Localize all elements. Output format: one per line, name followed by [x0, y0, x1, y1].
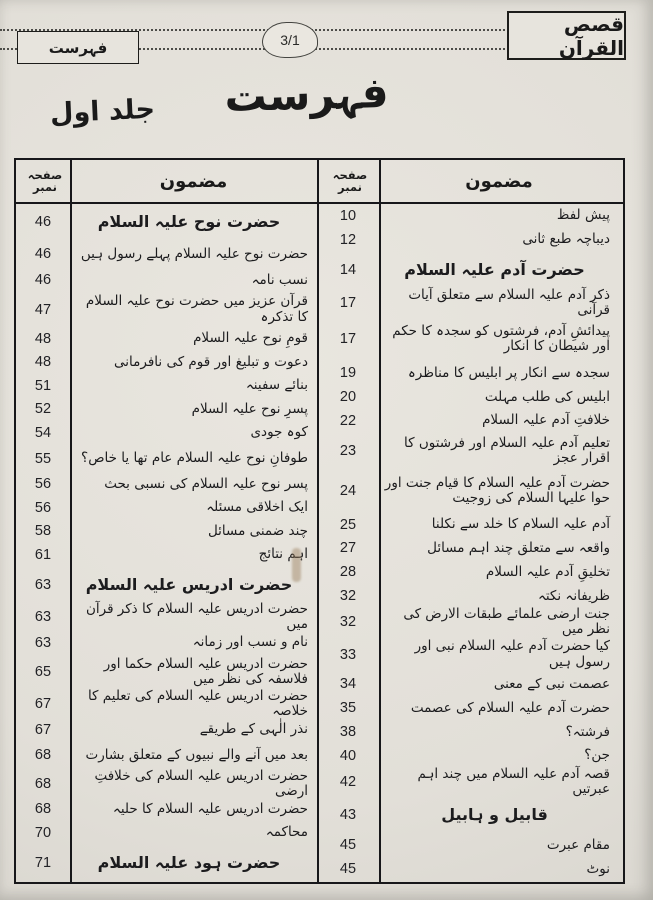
toc-page-number: 70 [34, 824, 52, 841]
toc-topic: دعوت و تبلیغ اور قوم کی نافرمانی [114, 353, 308, 370]
toc-page-number: 17 [339, 294, 357, 311]
toc-page-number: 28 [339, 564, 357, 581]
toc-topic: نسب نامہ [251, 271, 308, 288]
book-title: قصص القرآن [558, 11, 624, 60]
toc-page-number: 61 [34, 546, 52, 563]
toc-topic: خلافتِ آدم علیہ السلام [482, 412, 610, 429]
toc-page-number: 12 [339, 231, 357, 248]
toc-row [317, 672, 619, 696]
toc-topic: واقعہ سے متعلق چند اہم مسائل [427, 539, 610, 556]
toc-page-number: 48 [34, 354, 52, 371]
toc-row [16, 687, 317, 719]
toc-page-number: 35 [339, 700, 357, 717]
toc-rows-right-half [317, 204, 619, 881]
toc-page-number: 33 [339, 646, 357, 663]
toc-topic: کوہ جودی [250, 424, 308, 441]
toc-page-number: 32 [339, 614, 357, 631]
toc-page-number: 48 [34, 330, 52, 347]
toc-topic: قومِ نوح علیہ السلام [193, 330, 308, 347]
toc-topic: ایک اخلاقی مسئلہ [206, 499, 308, 516]
toc-topic: بنائے سفینہ [245, 377, 308, 394]
toc-topic: قرآن عزیز میں حضرت نوح علیہ السلام کا تذکرہ [85, 293, 308, 325]
toc-row [16, 567, 317, 603]
toc-row [317, 409, 619, 433]
toc-row [16, 351, 317, 374]
toc-row [317, 857, 619, 881]
book-title-box [507, 11, 626, 60]
toc-page-number: 58 [34, 523, 52, 540]
toc-page-number: 43 [339, 806, 357, 823]
toc-topic: ذکر آدم علیہ السلام سے متعلق آیات قرآنی [408, 286, 610, 318]
toc-page-number: 56 [34, 499, 52, 516]
toc-page-number: 45 [339, 861, 357, 878]
toc-row [317, 720, 619, 744]
toc-rows-left-half [16, 204, 317, 881]
toc-row [317, 696, 619, 720]
toc-page-number: 47 [34, 301, 52, 318]
toc-title: فہرست [223, 67, 390, 122]
section-label-box [17, 31, 139, 64]
toc-row [16, 204, 317, 240]
toc-topic: تخلیقِ آدم علیہ السلام [485, 563, 610, 580]
toc-topic: حضرت نوح علیہ السلام [97, 212, 281, 232]
toc-topic: جن؟ [584, 747, 610, 764]
toc-topic: جنت ارضی علمائے طبقات الارض کی نظر میں [403, 606, 610, 638]
toc-row [16, 421, 317, 444]
toc-row [317, 317, 619, 361]
toc-row [16, 821, 317, 844]
toc-page-number: 67 [34, 721, 52, 738]
toc-topic: آدم علیہ السلام کا خلد سے نکلنا [431, 516, 610, 533]
toc-topic: پیدائشِ آدم، فرشتوں کو سجدہ کا حکم اور شیطان کا انکار [392, 323, 610, 355]
toc-row [317, 513, 619, 537]
toc-row [317, 385, 619, 409]
column-header-page-right: صفحہ نمبر [332, 167, 368, 194]
toc-page-number: 46 [34, 246, 52, 263]
toc-page-number: 45 [339, 837, 357, 854]
toc-row [317, 204, 619, 228]
toc-topic: پسر نوح علیہ السلام کی نسبی بحث [104, 475, 308, 492]
toc-page-number: 46 [34, 214, 52, 231]
column-header-topic-left: مضمون [159, 170, 228, 192]
toc-topic: دیباچہ طبع ثانی [522, 231, 610, 248]
toc-row [16, 520, 317, 543]
toc-row [16, 655, 317, 690]
toc-page-number: 17 [339, 331, 357, 348]
toc-page-number: 46 [34, 272, 52, 289]
toc-topic: کیا حضرت آدم علیہ السلام نبی اور رسول ہیں [414, 638, 610, 670]
toc-page-number: 63 [34, 576, 52, 593]
toc-row [16, 374, 317, 397]
toc-row [317, 744, 619, 768]
column-header-topic-right: مضمون [465, 170, 533, 192]
toc-row [16, 741, 317, 769]
toc-topic: حضرت ادریس علیہ السلام کا ذکر قرآن میں [85, 600, 308, 633]
toc-page-number: 52 [34, 401, 52, 418]
toc-row [16, 292, 317, 327]
toc-topic: پیش لفظ [556, 207, 610, 224]
toc-page-number: 20 [339, 389, 357, 406]
toc-topic: قصہ آدم علیہ السلام میں چند اہم عبرتیں [417, 766, 610, 798]
toc-page-number: 10 [339, 207, 357, 224]
toc-page-number: 23 [339, 442, 357, 459]
toc-row [317, 796, 619, 833]
toc-topic: حضرت ادریس علیہ السلام کا حلیہ [112, 800, 308, 817]
toc-topic: مقام عبرت [546, 836, 610, 853]
toc-topic: طوفانِ نوح علیہ السلام عام تھا یا خاص؟ [81, 450, 308, 467]
page-ref: 3/1 [280, 32, 300, 48]
toc-row [317, 286, 619, 318]
toc-topic: نام و نسب اور زمانہ [192, 634, 308, 651]
toc-page-number: 68 [34, 775, 52, 792]
toc-page-number: 63 [34, 609, 52, 626]
toc-topic: پسرِ نوح علیہ السلام [191, 400, 308, 417]
column-header-page-left: صفحہ نمبر [27, 167, 63, 194]
toc-page-number: 68 [34, 801, 52, 818]
toc-row [16, 398, 317, 421]
toc-row [317, 228, 619, 252]
toc-page-number: 51 [34, 377, 52, 394]
toc-topic: حضرت آدم علیہ السلام [404, 260, 585, 280]
toc-row [16, 845, 317, 881]
toc-row [317, 584, 619, 608]
toc-topic: چند ضمنی مسائل [207, 522, 308, 539]
toc-row [317, 768, 619, 797]
toc-topic: تعلیم آدم علیہ السلام اور فرشتوں کا اقرار عجز [403, 434, 610, 466]
toc-topic: حضرت ہود علیہ السلام [97, 852, 281, 872]
toc-topic: قابیل و ہابیل [441, 804, 548, 824]
volume-label: جلد اول [49, 93, 156, 130]
toc-topic: عصمت نبی کے معنی [493, 675, 610, 692]
toc-topic: حضرت ادریس علیہ السلام [85, 574, 293, 594]
toc-row [317, 469, 619, 513]
toc-row [16, 631, 317, 654]
toc-topic: ابلیس کی طلب مہلت [484, 388, 610, 405]
toc-page-number: 32 [339, 588, 357, 605]
toc-topic: حضرت ادریس علیہ السلام حکما اور فلاسفہ کی نظر میں [103, 656, 308, 688]
toc-page-number: 68 [34, 747, 52, 764]
toc-row [16, 240, 317, 268]
toc-row [16, 767, 317, 799]
scan-smudge [292, 548, 301, 582]
toc-topic: بعد میں آنے والے نبیوں کے متعلق بشارت [85, 746, 308, 763]
toc-row [317, 560, 619, 584]
toc-row [16, 543, 317, 566]
toc-topic: حضرت آدم علیہ السلام کی عصمت [410, 699, 610, 716]
toc-topic: حضرت آدم علیہ السلام کا قیام جنت اور حوا علیہا السلام کی زوجیت [384, 474, 610, 506]
toc-page-number: 19 [339, 365, 357, 382]
toc-page-number: 71 [34, 854, 52, 871]
page-ref-badge [262, 22, 318, 58]
toc-row [317, 361, 619, 385]
toc-topic: سجدہ سے انکار پر ابلیس کا مناظرہ [407, 364, 610, 381]
toc-page-number: 65 [34, 664, 52, 681]
toc-topic: اہم نتائج [258, 546, 308, 563]
toc-row [16, 473, 317, 496]
toc-table [14, 158, 625, 884]
toc-row [317, 833, 619, 857]
toc-page-number: 54 [34, 424, 52, 441]
toc-page-number: 67 [34, 695, 52, 712]
toc-row [16, 496, 317, 519]
toc-row [16, 600, 317, 633]
toc-page-number: 55 [34, 450, 52, 467]
toc-page-number: 56 [34, 476, 52, 493]
toc-page-number: 24 [339, 482, 357, 499]
toc-row [317, 608, 619, 637]
toc-page-number: 40 [339, 747, 357, 764]
toc-page-number: 22 [339, 412, 357, 429]
toc-page-number: 25 [339, 516, 357, 533]
toc-row [16, 327, 317, 350]
toc-page-number: 27 [339, 540, 357, 557]
toc-row [317, 637, 619, 673]
toc-page-number: 14 [339, 262, 357, 279]
toc-topic: محاکمہ [265, 824, 308, 841]
toc-topic: ظریفانہ نکتہ [537, 587, 610, 604]
toc-page-number: 63 [34, 634, 52, 651]
toc-page-number: 38 [339, 724, 357, 741]
toc-topic: فرشتہ؟ [565, 723, 610, 740]
toc-row [317, 433, 619, 469]
toc-row [317, 537, 619, 561]
toc-topic: نوٹ [586, 860, 610, 877]
toc-topic: حضرت ادریس علیہ السلام کی خلافتِ ارضی [94, 767, 308, 799]
toc-row [16, 718, 317, 741]
toc-topic: حضرت نوح علیہ السلام پہلے رسول ہیں [80, 245, 308, 262]
toc-row [317, 252, 619, 289]
toc-page-number: 34 [339, 676, 357, 693]
toc-row [16, 445, 317, 473]
toc-topic: حضرت ادریس علیہ السلام کی تعلیم کا خلاصہ [87, 687, 308, 719]
toc-topic: نذر الٰہی کے طریقے [199, 721, 308, 738]
section-label: فہرست [48, 38, 108, 57]
toc-page-number: 42 [339, 774, 357, 791]
toc-row [16, 798, 317, 821]
toc-row [16, 269, 317, 292]
